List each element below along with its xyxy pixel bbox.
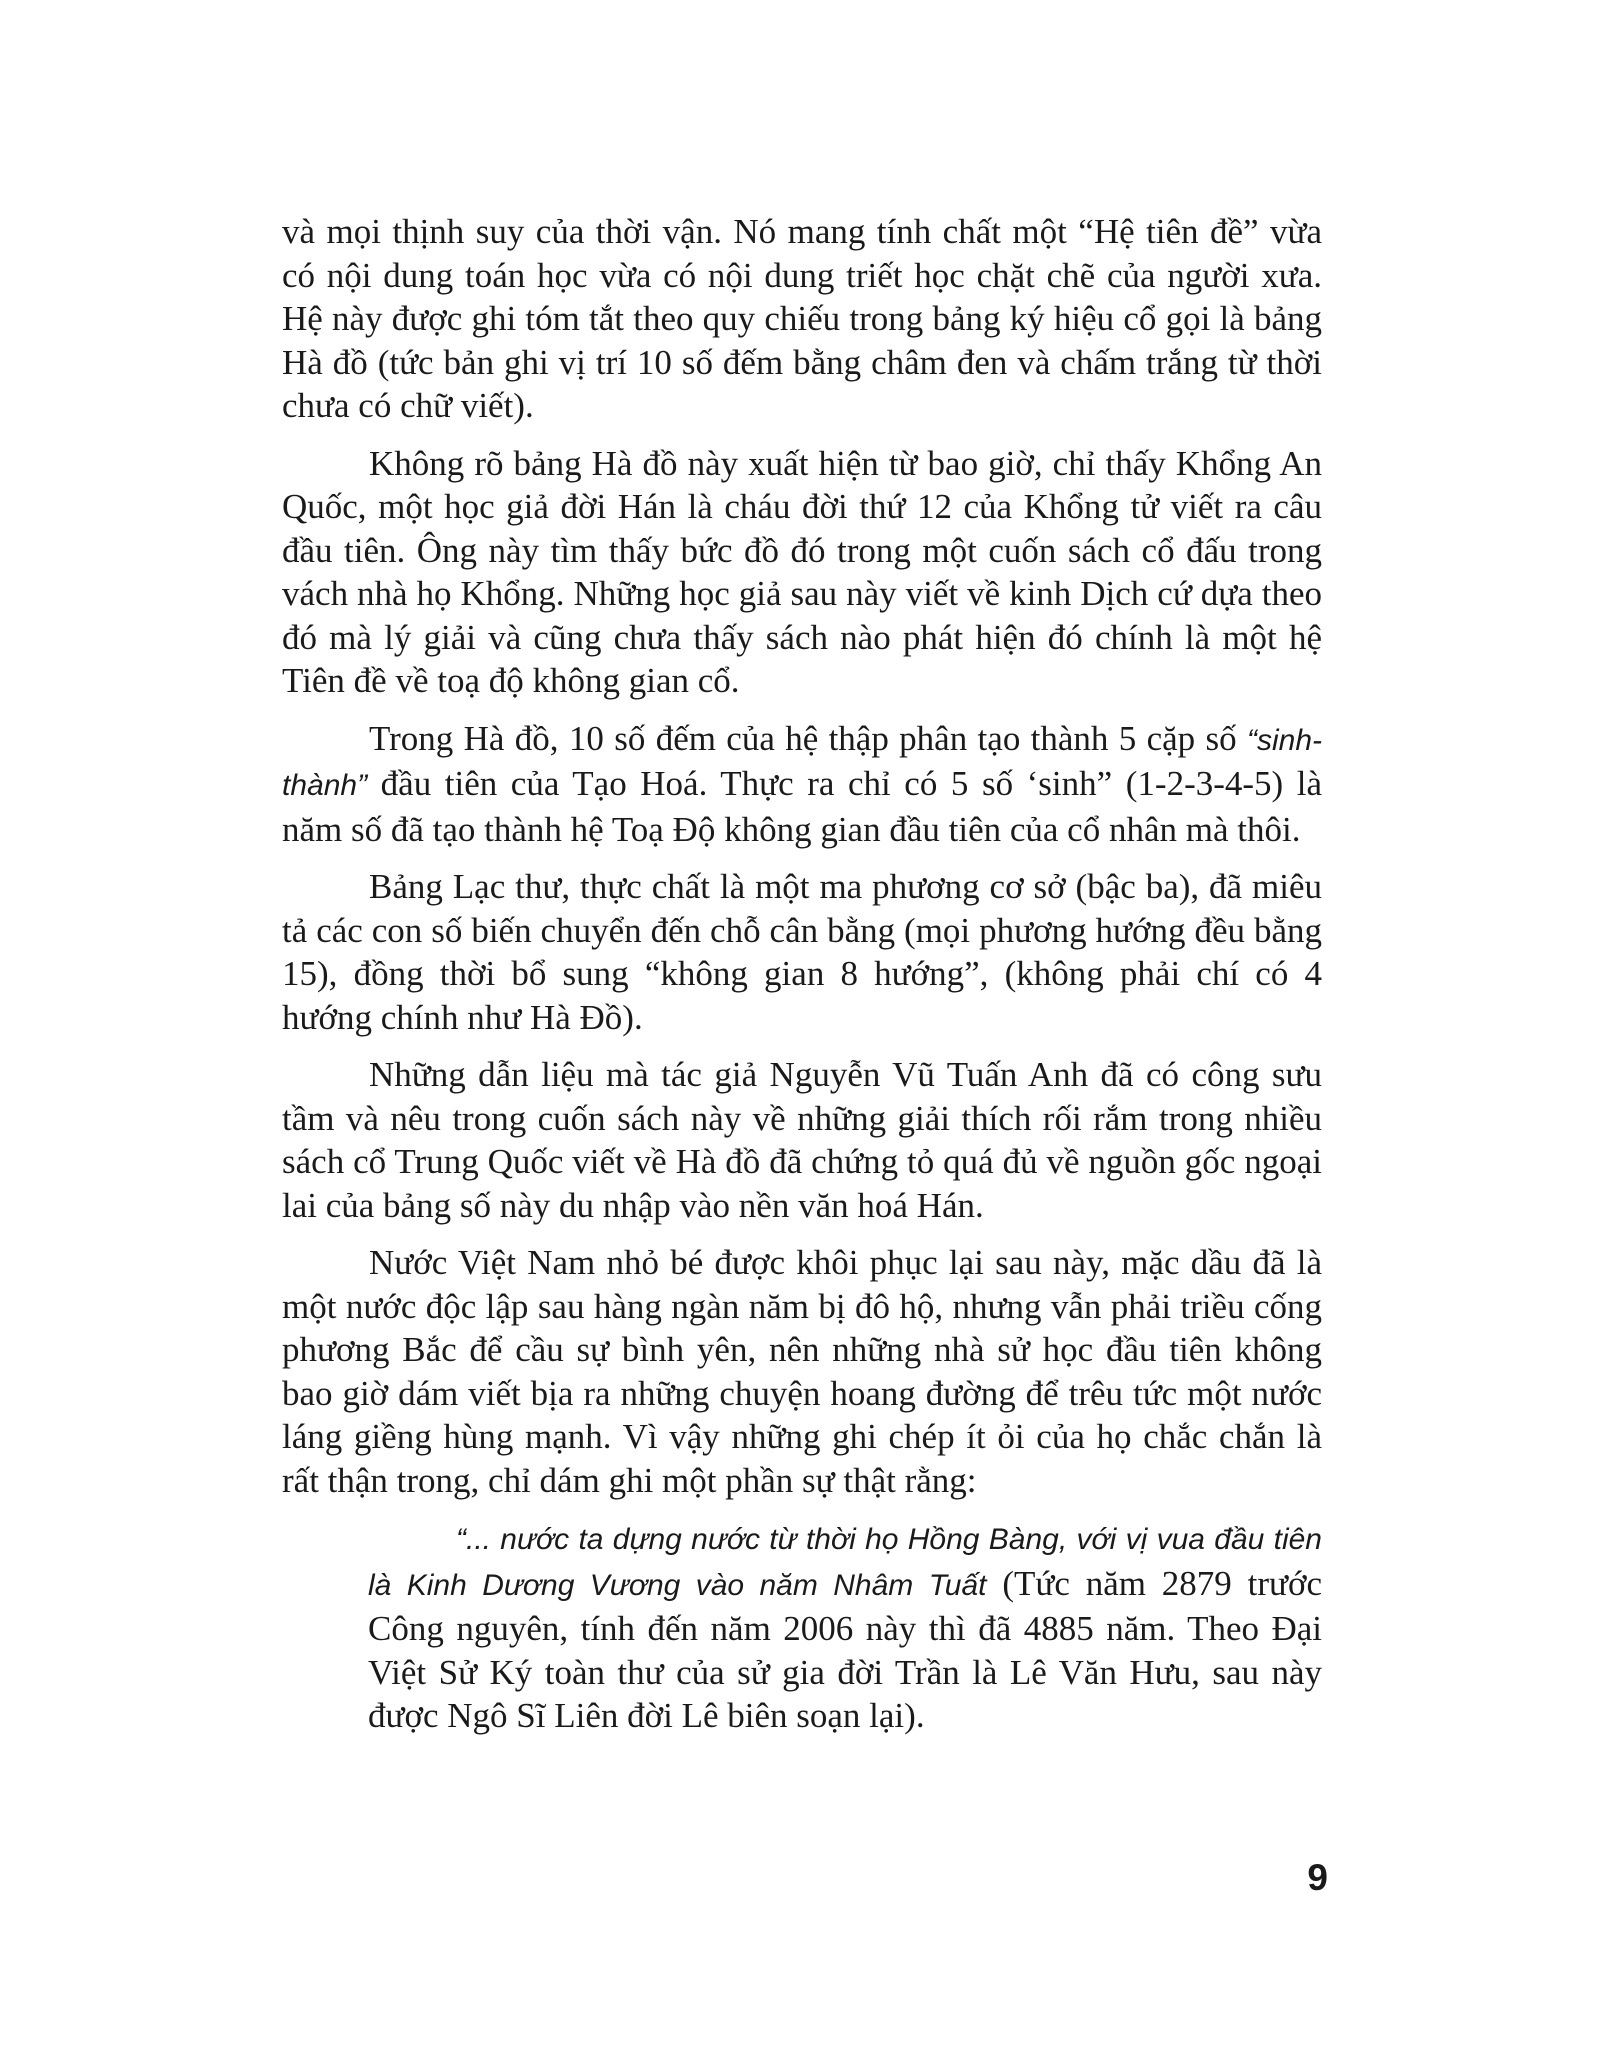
body-text	[282, 210, 1322, 1738]
page-number: 9	[1307, 1857, 1328, 1898]
paragraph-5: Những dẫn liệu mà tác giả Nguyễn Vũ Tuấn Anh đã có công sưu tầm và nêu trong cuốn sách này về những giải thích rối rắm trong nhiều sách cổ Trung Quốc viết về Hà đồ đã chứng tỏ quá đủ về nguồn gốc ngoại lai của bảng số này du nhập vào nền văn hoá Hán.	[282, 1055, 1322, 1225]
paragraph-3-before: Trong Hà đồ, 10 số đếm của hệ thập phân tạo thành 5 cặp số	[369, 718, 1237, 758]
paragraph-4: Bảng Lạc thư, thực chất là một ma phương cơ sở (bậc ba), đã miêu tả các con số biến chuyển đến chỗ cân bằng (mọi phương hướng đều bằng 15), đồng thời bổ sung “không gian 8 hướng”, (không phải chí có 4 hướng chính như Hà Đồ).	[282, 867, 1322, 1037]
quote-block	[368, 1516, 1322, 1738]
quote-italic-text: “... nước ta dựng nước từ thời họ Hồng Bàng, với vị vua đầu tiên là Kinh Dương Vương vào năm Nhâm Tuất	[368, 1523, 1322, 1602]
paragraph-3-after: đầu tiên của Tạo Hoá. Thực ra chỉ có 5 số ‘sinh” (1-2-3-4-5) là năm số đã tạo thành hệ Toạ Độ không gian đầu tiên của cổ nhân mà thôi.	[282, 764, 1323, 849]
paragraph-3	[282, 717, 1322, 852]
paragraph-1: và mọi thịnh suy của thời vận. Nó mang tính chất một “Hệ tiên đề” vừa có nội dung toán học vừa có nội dung triết học chặt chẽ của người xưa. Hệ này được ghi tóm tắt theo quy chiếu trong bảng ký hiệu cổ gọi là bảng Hà đồ (tức bản ghi vị trí 10 số đếm bằng châm đen và chấm trắng từ thời chưa có chữ viết).	[282, 212, 1322, 425]
paragraph-6: Nước Việt Nam nhỏ bé được khôi phục lại sau này, mặc dầu đã là một nước độc lập sau hàng ngàn năm bị đô hộ, nhưng vẫn phải triều cống phương Bắc để cầu sự bình yên, nên những nhà sử học đầu tiên không bao giờ dám viết bịa ra những chuyện hoang đường để trêu tức một nước láng giềng hùng mạnh. Vì vậy những ghi chép ít ỏi của họ chắc chắn là rất thận trong, chỉ dám ghi một phần sự thật rằng:	[282, 1243, 1322, 1500]
sinh-thanh-term: “sinh-thành”	[282, 723, 1322, 802]
paragraph-2: Không rõ bảng Hà đồ này xuất hiện từ bao giờ, chỉ thấy Khổng An Quốc, một học giả đời Hán là cháu đời thứ 12 của Khổng tử viết ra câu đầu tiên. Ông này tìm thấy bức đồ đó trong một cuốn sách cổ đấu trong vách nhà họ Khổng. Những học giả sau này viết về kinh Dịch cứ dựa theo đó mà lý giải và cũng chưa thấy sách nào phát hiện đó chính là một hệ Tiên đề về toạ độ không gian cổ.	[282, 443, 1322, 700]
quote-normal-text: (Tức năm 2879 trước Công nguyên, tính đến năm 2006 này thì đã 4885 năm. Theo Đại Việt Sử Ký toàn thư của sử gia đời Trần là Lê Văn Hưu, sau này được Ngô Sĩ Liên đời Lê biên soạn lại).	[368, 1563, 1322, 1735]
historical-quote	[368, 1516, 1322, 1738]
